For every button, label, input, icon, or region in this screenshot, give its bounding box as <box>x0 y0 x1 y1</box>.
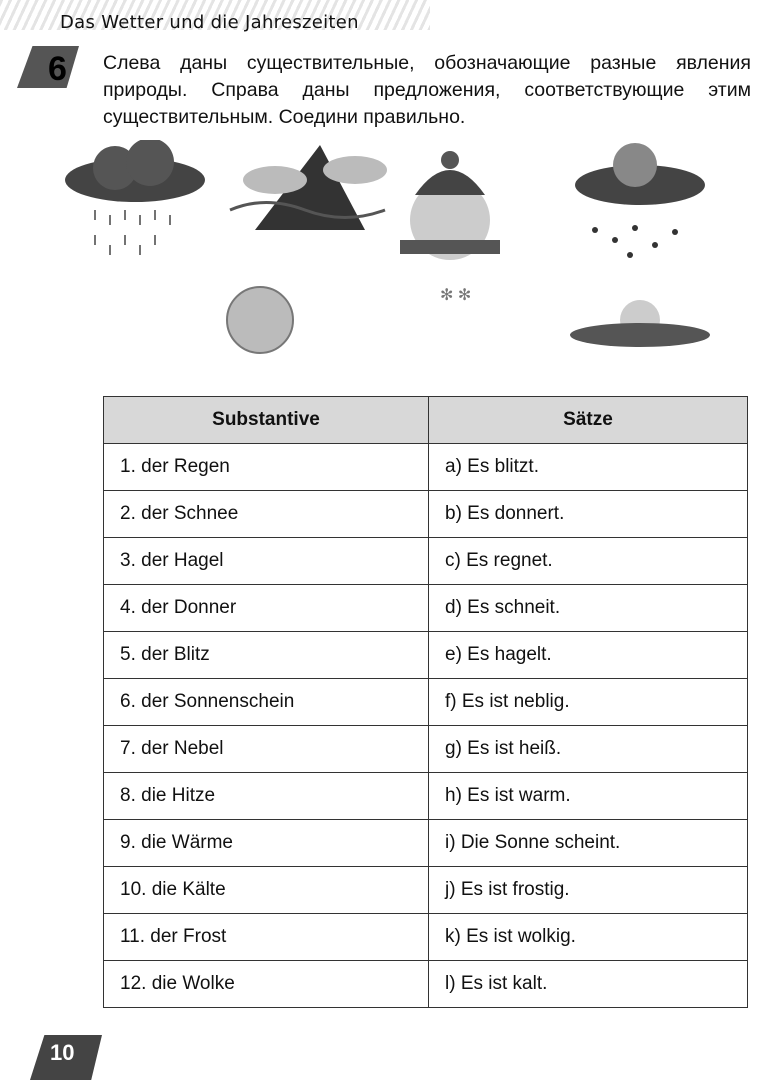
task-number: 6 <box>48 50 67 88</box>
table-row <box>104 820 748 867</box>
table-row <box>104 726 748 773</box>
noun-cell: 9. die Wärme <box>104 820 429 867</box>
table-row <box>104 961 748 1008</box>
page-number: 10 <box>50 1040 75 1065</box>
noun-cell: 11. der Frost <box>104 914 429 961</box>
sun-illustration <box>205 265 315 375</box>
table-row <box>104 773 748 820</box>
noun-cell: 10. die Kälte <box>104 867 429 914</box>
snowman-sun-illustration <box>390 140 530 320</box>
noun-cell: 2. der Schnee <box>104 491 429 538</box>
table-row <box>104 444 748 491</box>
table-row <box>104 914 748 961</box>
table-row <box>104 679 748 726</box>
sentence-cell: a) Es blitzt. <box>429 444 748 491</box>
table-row <box>104 585 748 632</box>
sentence-cell: k) Es ist wolkig. <box>429 914 748 961</box>
matching-table <box>103 396 748 1008</box>
noun-cell: 5. der Blitz <box>104 632 429 679</box>
sentence-cell: c) Es regnet. <box>429 538 748 585</box>
sentence-cell: j) Es ist frostig. <box>429 867 748 914</box>
column-header-saetze: Sätze <box>429 397 748 444</box>
noun-cell: 12. die Wolke <box>104 961 429 1008</box>
rain-cloud-illustration <box>55 140 215 270</box>
sentence-cell: e) Es hagelt. <box>429 632 748 679</box>
hail-cloud-illustration <box>570 140 710 265</box>
noun-cell: 1. der Regen <box>104 444 429 491</box>
table-header-row <box>104 397 748 444</box>
noun-cell: 3. der Hagel <box>104 538 429 585</box>
sentence-cell: h) Es ist warm. <box>429 773 748 820</box>
task-instructions: Слева даны существительные, обозначающие разные явления природы. Справа даны предложения, соответствующие этим существительным. Соедини правильно. <box>103 52 751 128</box>
sentence-cell: d) Es schneit. <box>429 585 748 632</box>
sentence-cell: g) Es ist heiß. <box>429 726 748 773</box>
chapter-title: Das Wetter und die Jahreszeiten <box>60 12 359 33</box>
noun-cell: 7. der Nebel <box>104 726 429 773</box>
noun-cell: 4. der Donner <box>104 585 429 632</box>
table-row <box>104 867 748 914</box>
sentence-cell: f) Es ist neblig. <box>429 679 748 726</box>
fog-illustration <box>565 290 715 360</box>
table-row <box>104 491 748 538</box>
storm-mountain-illustration <box>225 140 395 235</box>
sentence-cell: i) Die Sonne scheint. <box>429 820 748 867</box>
column-header-substantive: Substantive <box>104 397 429 444</box>
noun-cell: 8. die Hitze <box>104 773 429 820</box>
svg-text:✻ ✻: ✻ ✻ <box>440 287 472 304</box>
table-row <box>104 538 748 585</box>
noun-cell: 6. der Sonnenschein <box>104 679 429 726</box>
sentence-cell: l) Es ist kalt. <box>429 961 748 1008</box>
sentence-cell: b) Es donnert. <box>429 491 748 538</box>
table-row <box>104 632 748 679</box>
